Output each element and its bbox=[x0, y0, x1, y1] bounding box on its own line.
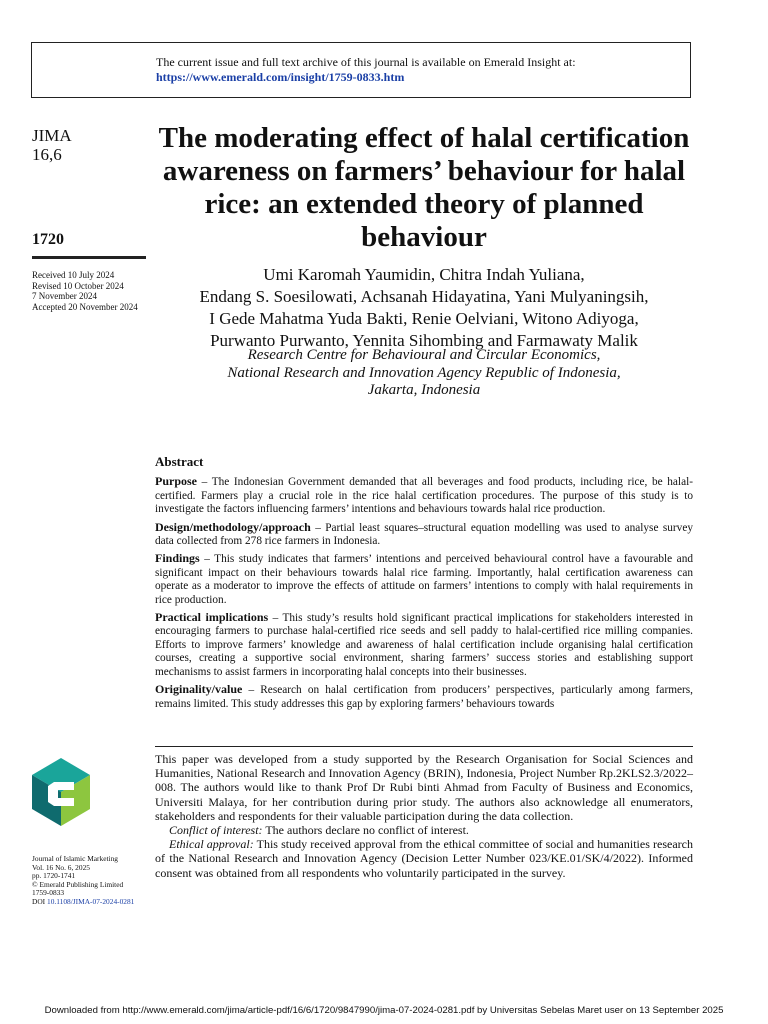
author-line: Endang S. Soesilowati, Achsanah Hidayatina, Yani Mulyaningsih, bbox=[199, 287, 649, 306]
received-date: Received 10 July 2024 bbox=[32, 270, 115, 280]
author-line: Umi Karomah Yaumidin, Chitra Indah Yuliana, bbox=[263, 265, 585, 284]
article-dates bbox=[32, 270, 152, 312]
abstract-practical-implications bbox=[155, 611, 693, 679]
conflict-text: The authors declare no conflict of interest. bbox=[262, 823, 469, 838]
conflict-label: Conflict of interest: bbox=[169, 823, 263, 838]
author-affiliation bbox=[152, 347, 696, 400]
doi-label: DOI bbox=[32, 896, 46, 906]
section-text: – Partial least squares–structural equation modelling was used to analyse survey data collected from 278 rice farmers in Indonesia. bbox=[155, 521, 693, 548]
section-label: Findings bbox=[155, 551, 200, 566]
ethics-label: Ethical approval: bbox=[169, 837, 254, 852]
section-label: Practical implications bbox=[155, 610, 269, 625]
section-text: – Research on halal certification from producers’ perspectives, particularly among farmers, remains limited. This study addresses this gap by exploring farmers’ behaviours towards bbox=[155, 684, 693, 710]
publication-meta bbox=[32, 855, 152, 907]
accepted-date: Accepted 20 November 2024 bbox=[32, 301, 138, 312]
abstract-methodology bbox=[155, 521, 693, 549]
funding-note: This paper was developed from a study supported by the Research Organisation for Social Sciences and Humanities, National Research and Innovation Agency (BRIN), Indonesia, Project Number Rp.2KLS2.3/2022–008. The authors would like to thank Prof Dr Rubi binti Ahmad from Faculty of Business and Economics, Universiti Malaya, for her contribution during prior study. The authors also acknowledge all enumerators, stakeholders and respondents for their valuable participation during the data collection. bbox=[155, 752, 693, 823]
ethics-text: This study received approval from the ethical committee of social and humanities research of the National Research and Innovation Agency (Decision Letter Number 023/KE.01/SK/4/2022). Informed consent was obtained from all respondents who voluntarily participated in the survey. bbox=[155, 837, 693, 880]
archive-notice-box bbox=[31, 42, 691, 98]
archive-notice-text: The current issue and full text archive of this journal is available on Emerald Insight at: bbox=[156, 55, 576, 69]
journal-abbreviation bbox=[32, 126, 72, 164]
archive-link[interactable]: https://www.emerald.com/insight/1759-0833.htm bbox=[156, 70, 405, 84]
section-label: Purpose bbox=[155, 474, 197, 489]
section-label: Design/methodology/approach bbox=[155, 519, 311, 534]
footnote bbox=[155, 752, 693, 880]
page-number: 1720 bbox=[32, 231, 64, 248]
volume-info: Vol. 16 No. 6, 2025 bbox=[32, 862, 90, 872]
affiliation-line: Research Centre for Behavioural and Circular Economics, bbox=[247, 347, 601, 363]
abstract bbox=[155, 455, 693, 715]
download-watermark: Downloaded from http://www.emerald.com/jima/article-pdf/16/6/1720/9847990/jima-07-2024-0281.pdf by Universitas Sebelas Maret user on 13 September 2025 bbox=[44, 1005, 724, 1016]
volume-issue: 16,6 bbox=[32, 145, 62, 164]
sidebar-divider bbox=[32, 256, 146, 259]
author-line: I Gede Mahatma Yuda Bakti, Renie Oelviani, Witono Adiyoga, bbox=[209, 309, 639, 328]
author-list bbox=[152, 264, 696, 352]
section-text: – This study’s results hold significant practical implications for stakeholders interested in encouraging farmers to purchase halal-certified rice seeds and sell paddy to halal-certified rice milling companies. Efforts to improve farmers’ knowledge and awareness of halal certification include organising halal certification courses, creating a supportive social environment, sharing farmers’ success stories and establishing support mechanisms to assist farmers in incorporating halal concepts into their businesses. bbox=[155, 612, 693, 678]
doi-link[interactable]: 10.1108/JIMA-07-2024-0281 bbox=[47, 896, 135, 906]
doi-line bbox=[32, 898, 152, 907]
abstract-heading: Abstract bbox=[155, 454, 204, 469]
ethics-note bbox=[155, 837, 693, 880]
affiliation-line: Jakarta, Indonesia bbox=[367, 382, 481, 398]
affiliation-line: National Research and Innovation Agency Republic of Indonesia, bbox=[227, 364, 621, 381]
page-range: pp. 1720-1741 bbox=[32, 871, 76, 881]
journal-abbr-text: JIMA bbox=[32, 126, 72, 145]
conflict-note bbox=[155, 823, 693, 837]
issn: 1759-0833 bbox=[32, 888, 65, 898]
section-text: – This study indicates that farmers’ intentions and perceived behavioural control have a favourable and significant impact on their behaviours towards halal rice farming. Importantly, halal certification awareness can operate as a moderator to improve the effects of attitude on farmers’ intentions to comply with halal requirements in rice production. bbox=[155, 553, 693, 606]
revised-date-2: 7 November 2024 bbox=[32, 291, 97, 301]
abstract-findings bbox=[155, 552, 693, 607]
archive-notice bbox=[156, 55, 676, 85]
section-text: – The Indonesian Government demanded that all beverages and food products, including rice, be halal-certified. Farmers play a crucial role in the rice halal certification procedures. The purpose of this study is to investigate the factors influencing farmers’ intentions and behaviours towards halal rice production. bbox=[155, 476, 693, 516]
crossmark-icon[interactable] bbox=[30, 756, 92, 828]
abstract-originality bbox=[155, 683, 693, 711]
footnote-divider bbox=[155, 746, 693, 747]
abstract-purpose bbox=[155, 475, 693, 516]
author-line: Purwanto Purwanto, Yennita Sihombing and Farmawaty Malik bbox=[210, 331, 638, 350]
revised-date-1: Revised 10 October 2024 bbox=[32, 280, 124, 291]
publisher: © Emerald Publishing Limited bbox=[32, 879, 124, 889]
section-label: Originality/value bbox=[155, 682, 243, 697]
journal-name: Journal of Islamic Marketing bbox=[32, 854, 118, 863]
article-title: The moderating effect of halal certification awareness on farmers’ behaviour for halal rice: an extended theory of planned behaviour bbox=[158, 122, 690, 253]
